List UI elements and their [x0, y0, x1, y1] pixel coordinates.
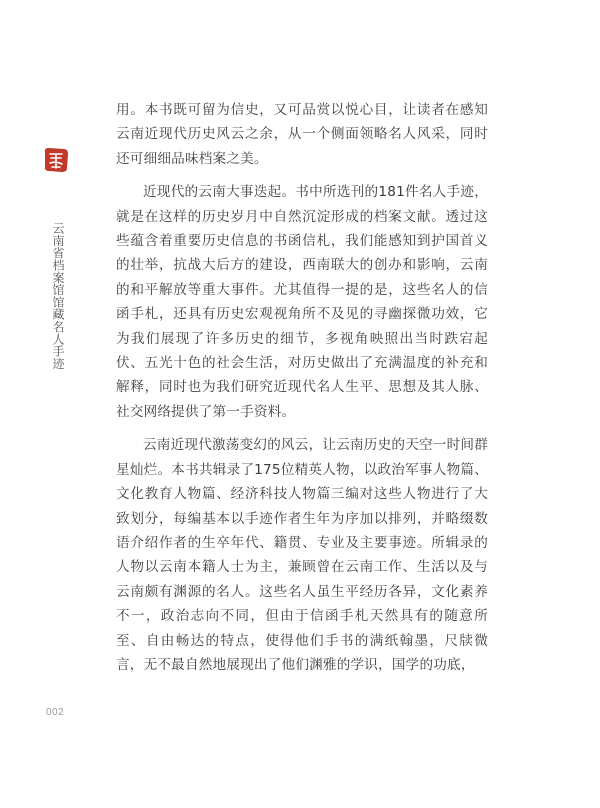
paragraph-3: 云南近现代激荡变幻的风云，让云南历史的天空一时间群星灿烂。本书共辑录了175位精英人物，以政治军事人物篇、文化教育人物篇、经济科技人物篇三编对这些人物进行了大致划分，每编基本以手迹作者生年为序加以排列，并略缀数语介绍作者的生卒年代、籍贯、专业及主要事迹。所辑录的人物以云南本籍人士为主，兼顾曾在云南工作、生活以及与云南颇有渊源的名人。这些名人虽生平经历各异，文化素养不一，政治志向不同，但由于信函手札天然具有的随意所至、自由畅达的特点，使得他们手书的满纸翰墨，尺牍微言，无不最自然地展现出了他们渊雅的学识，国学的功底， [116, 437, 488, 673]
paragraph-1: 用。本书既可留为信史，又可品赏以悦心目，让读者在感知云南近现代历史风云之余，从一个侧面领略名人风采，同时还可细细品味档案之美。 [116, 102, 488, 167]
body-text [116, 98, 488, 686]
book-title-vertical: 云南省档案馆馆藏名人手迹 [51, 222, 65, 370]
paragraph-2: 近现代的云南大事迭起。书中所选刊的181件名人手迹，就是在这样的历史岁月中自然沉淀形成的档案文献。透过这些蕴含着重要历史信息的书函信札，我们能感知到护国首义的壮举，抗战大后方的建设，西南联大的创办和影响，云南的和平解放等重大事件。尤其值得一提的是，这些名人的信函手札，还具有历史宏观视角所不及见的寻幽探微功效，它为我们展现了许多历史的细节，多视角映照出当时跌宕起伏、五光十色的社会生活，对历史做出了充满温度的补充和解释，同时也为我们研究近现代名人生平、思想及其人脉、社交网络提供了第一手资料。 [116, 184, 488, 420]
page-number: 002 [46, 707, 65, 718]
seal-stamp [41, 145, 71, 175]
